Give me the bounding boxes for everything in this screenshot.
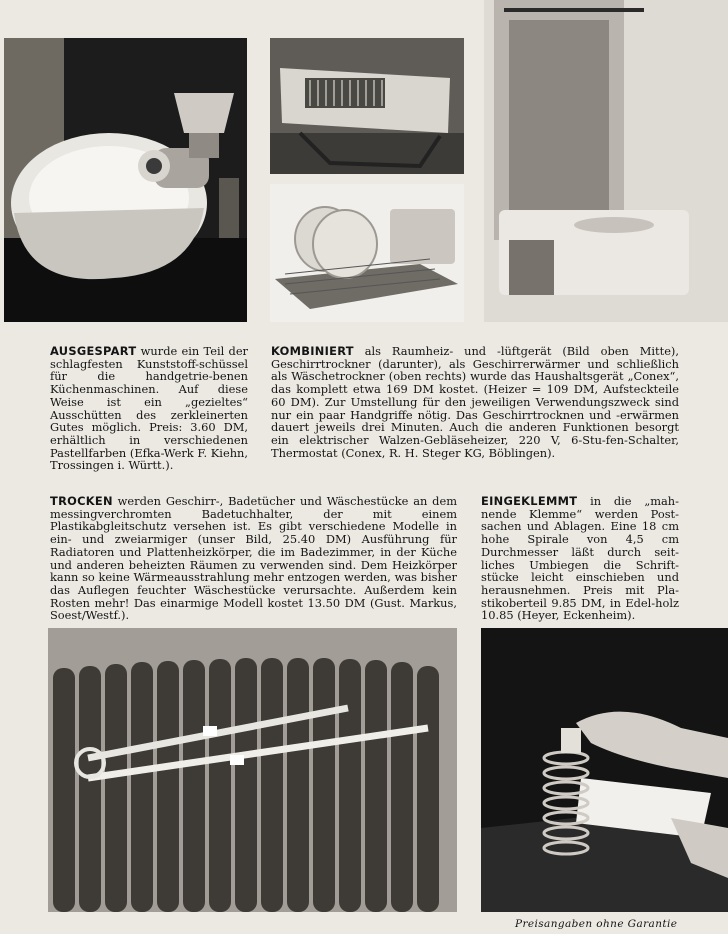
photo-spiral-clip — [481, 628, 728, 912]
photo-wall-dryer — [484, 0, 728, 322]
caption-kombiniert — [271, 345, 679, 459]
photo-dish-rack — [270, 184, 464, 322]
caption-lead: KOMBINIERT — [271, 344, 354, 358]
caption-trocken — [50, 495, 457, 622]
photo-radiator-towel-holder — [48, 628, 457, 912]
caption-lead: TROCKEN — [50, 494, 113, 508]
caption-ausgespart — [50, 345, 248, 472]
caption-lead: EINGEKLEMMT — [481, 494, 578, 508]
photo-conex-heater — [270, 38, 464, 174]
photo-mixing-bowl — [4, 38, 247, 322]
caption-body: werden Geschirr-, Badetücher und Wäschestücke an dem messingverchromten Badetuchhalter, der mit einem Plastikabgleitschutz versehen ist. Es gibt verschiedene Modelle in ein- und zweiarmiger (unser Bild, 25.40 DM) Ausführung für Radiatoren und Plattenheizkörper, die im Badezimmer, in der Küche und anderen beheizten Räumen zu verwenden sind. Dem Heizkörper kann so keine Wärmeausstrahlung mehr entzogen werden, was bisher das Auflegen feuchter Wäschestücke verursachte. Außerdem kein Rosten mehr! Das einarmige Modell kostet 13.50 DM (Gust. Markus, Soest/Westf.). — [50, 494, 457, 623]
caption-body: als Raumheiz- und -lüftgerät (Bild oben Mitte), Geschirrtrockner (darunter), als Geschirrerwärmer und schließlich als Wäschetrockner (oben rechts) wurde das Haushaltsgerät „Conex“, das komplett etwa 169 DM kostet. (Heizer = 109 DM, Aufsteckteile 60 DM). Zur Umstellung für den jeweiligen Verwendungszweck sind nur ein paar Handgriffe nötig. Das Geschirrtrocknen und -erwärmen dauert jeweils drei Minuten. Auch die anderen Funktionen besorgt ein elektrischer Walzen-Gebläseheizer, 220 V, 6-Stu-fen-Schalter, Thermostat (Conex, R. H. Steger KG, Böblingen). — [271, 344, 679, 460]
caption-body: in die „mah-nende Klemme“ werden Post-sachen und Ablagen. Eine 18 cm hohe Spirale von 4,5 cm Durchmesser läßt durch seit-liches Umbiegen die Schrift-stücke leicht einschieben und herausnehmen. Preis mit Pla-stikoberteil 9.85 DM, in Edel-holz 10.85 (Heyer, Eckenheim). — [481, 494, 679, 623]
caption-body: wurde ein Teil der schlagfesten Kunststoff-schüssel für die handgetrie-benen Küchenmaschinen. Auf diese Weise ist ein „gezieltes“ Ausschütten des zerkleinerten Gutes möglich. Preis: 3.60 DM, erhältlich in verschiedenen Pastellfarben (Efka-Werk F. Kiehn, Trossingen i. Württ.). — [50, 344, 248, 473]
caption-eingeklemmt — [481, 495, 679, 622]
footer-disclaimer: Preisangaben ohne Garantie — [515, 918, 678, 930]
caption-lead: AUSGESPART — [50, 344, 137, 358]
